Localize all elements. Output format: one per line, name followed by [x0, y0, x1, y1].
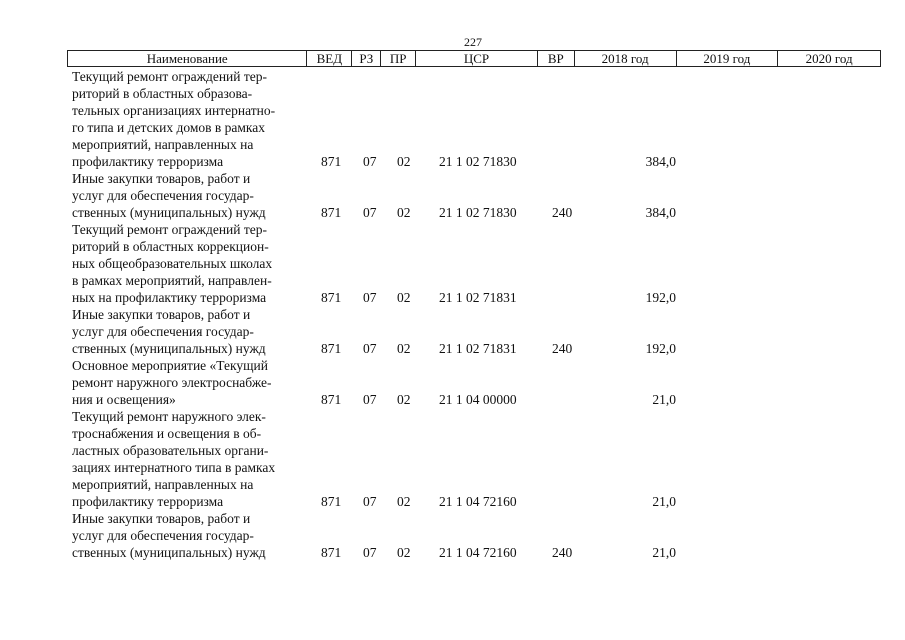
cell-ved: 871 — [321, 205, 342, 220]
name-line: тельных организациях интернатно- — [72, 103, 276, 118]
cell-2018: 192,0 — [645, 290, 676, 305]
name-line: ственных (муниципальных) нужд — [72, 205, 266, 220]
cell-2018: 21,0 — [652, 494, 676, 509]
cell-csr: 21 1 04 00000 — [439, 392, 517, 407]
cell-pr: 02 — [397, 392, 411, 407]
cell-pr: 02 — [397, 154, 411, 169]
header-vr: ВР — [538, 51, 575, 66]
name-line: го типа и детских домов в рамках — [72, 120, 266, 135]
cell-csr: 21 1 02 71831 — [439, 341, 517, 356]
cell-pr: 02 — [397, 545, 411, 560]
header-name: Наименование — [68, 51, 307, 66]
row-name — [72, 170, 304, 221]
cell-csr: 21 1 04 72160 — [439, 494, 517, 509]
name-line: мероприятий, направленных на — [72, 477, 254, 492]
name-line: ремонт наружного электроснабже- — [72, 375, 272, 390]
cell-ved: 871 — [321, 290, 342, 305]
cell-ved: 871 — [321, 494, 342, 509]
cell-vr: 240 — [552, 205, 573, 220]
header-csr: ЦСР — [416, 51, 538, 66]
row-name — [72, 408, 304, 510]
cell-rz: 07 — [363, 290, 377, 305]
name-line: ственных (муниципальных) нужд — [72, 341, 266, 356]
table-row — [72, 68, 880, 170]
name-line: услуг для обеспечения государ- — [72, 324, 254, 339]
cell-ved: 871 — [321, 392, 342, 407]
table-row — [72, 510, 880, 561]
name-line: троснабжения и освещения в об- — [72, 426, 262, 441]
table-header — [67, 50, 881, 67]
cell-2018: 192,0 — [645, 341, 676, 356]
cell-csr: 21 1 04 72160 — [439, 545, 517, 560]
cell-rz: 07 — [363, 205, 377, 220]
header-ved: ВЕД — [307, 51, 352, 66]
cell-2018: 384,0 — [645, 205, 676, 220]
cell-2018: 384,0 — [645, 154, 676, 169]
cell-2018: 21,0 — [652, 392, 676, 407]
name-line: зациях интернатного типа в рамках — [72, 460, 276, 475]
cell-ved: 871 — [321, 341, 342, 356]
cell-vr: 240 — [552, 545, 573, 560]
cell-pr: 02 — [397, 205, 411, 220]
header-2019: 2019 год — [677, 51, 779, 66]
name-line: риторий в областных образова- — [72, 86, 253, 101]
cell-rz: 07 — [363, 154, 377, 169]
name-line: Текущий ремонт ограждений тер- — [72, 69, 267, 84]
page-number: 227 — [464, 35, 482, 49]
table-body — [72, 68, 880, 561]
name-line: услуг для обеспечения государ- — [72, 188, 254, 203]
cell-vr: 240 — [552, 341, 573, 356]
cell-rz: 07 — [363, 545, 377, 560]
row-name — [72, 68, 304, 170]
name-line: Иные закупки товаров, работ и — [72, 511, 251, 526]
table-row — [72, 221, 880, 306]
cell-rz: 07 — [363, 494, 377, 509]
name-line: профилактику терроризма — [72, 154, 224, 169]
name-line: в рамках мероприятий, направлен- — [72, 273, 272, 288]
table-row — [72, 408, 880, 510]
name-line: Текущий ремонт наружного элек- — [72, 409, 266, 424]
name-line: ных общеобразовательных школах — [72, 256, 273, 271]
row-name — [72, 510, 304, 561]
cell-pr: 02 — [397, 290, 411, 305]
name-line: Иные закупки товаров, работ и — [72, 171, 251, 186]
header-rz: РЗ — [352, 51, 381, 66]
table-row — [72, 306, 880, 357]
table-row — [72, 357, 880, 408]
name-line: ных на профилактику терроризма — [72, 290, 267, 305]
name-line: ственных (муниципальных) нужд — [72, 545, 266, 560]
cell-csr: 21 1 02 71830 — [439, 205, 517, 220]
cell-rz: 07 — [363, 341, 377, 356]
cell-csr: 21 1 02 71831 — [439, 290, 517, 305]
cell-2018: 21,0 — [652, 545, 676, 560]
name-line: Основное мероприятие «Текущий — [72, 358, 268, 373]
name-line: услуг для обеспечения государ- — [72, 528, 254, 543]
cell-csr: 21 1 02 71830 — [439, 154, 517, 169]
header-2018: 2018 год — [575, 51, 677, 66]
name-line: риторий в областных коррекцион- — [72, 239, 269, 254]
row-name — [72, 306, 304, 357]
name-line: Текущий ремонт ограждений тер- — [72, 222, 267, 237]
cell-rz: 07 — [363, 392, 377, 407]
table-row — [72, 170, 880, 221]
name-line: ния и освещения» — [72, 392, 176, 407]
cell-ved: 871 — [321, 154, 342, 169]
cell-pr: 02 — [397, 494, 411, 509]
cell-pr: 02 — [397, 341, 411, 356]
name-line: профилактику терроризма — [72, 494, 224, 509]
name-line: мероприятий, направленных на — [72, 137, 254, 152]
header-pr: ПР — [381, 51, 416, 66]
header-2020: 2020 год — [805, 51, 853, 66]
cell-ved: 871 — [321, 545, 342, 560]
row-name — [72, 357, 304, 408]
name-line: ластных образовательных органи- — [72, 443, 269, 458]
row-name — [72, 221, 304, 306]
name-line: Иные закупки товаров, работ и — [72, 307, 251, 322]
